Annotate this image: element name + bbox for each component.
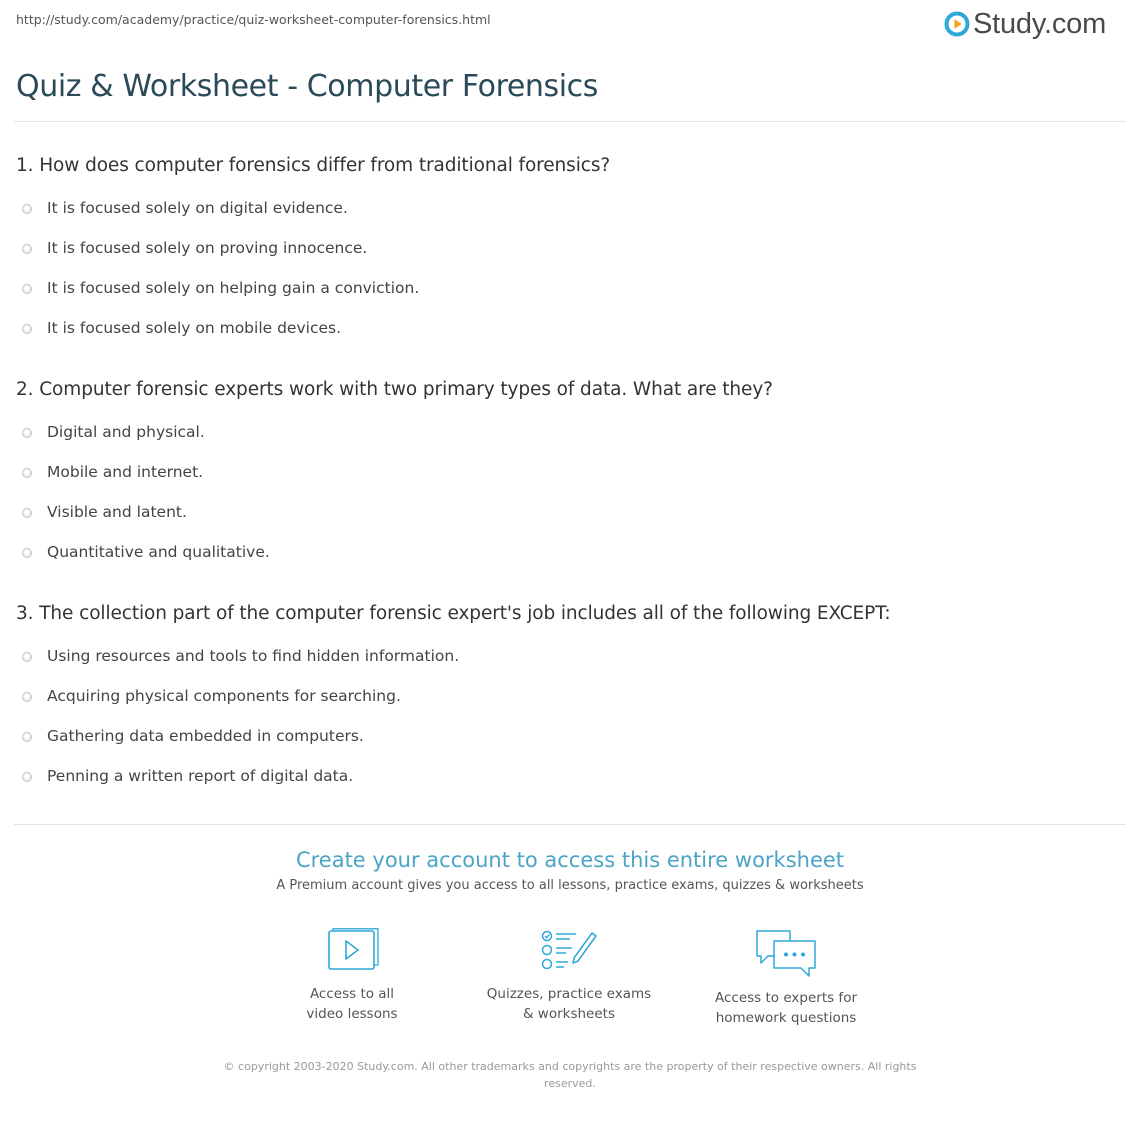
feature-label: Access to experts for homework questions (714, 990, 857, 1026)
answer-label: Mobile and internet. (47, 463, 204, 481)
answer-option[interactable] (22, 725, 364, 747)
answer-label: Quantitative and qualitative. (47, 543, 270, 561)
question-1: 1. How does computer forensics differ from traditional forensics? (16, 155, 611, 176)
answer-label: It is focused solely on mobile devices. (47, 319, 342, 337)
answer-label: Penning a written report of digital data. (47, 767, 354, 785)
chat-bubbles-icon (754, 928, 818, 978)
answer-label: It is focused solely on proving innocence. (47, 239, 368, 257)
answer-option[interactable] (22, 765, 353, 787)
answer-label: It is focused solely on helping gain a conviction. (47, 279, 420, 297)
radio-icon[interactable] (22, 324, 32, 334)
answer-option[interactable] (22, 317, 341, 339)
answer-option[interactable] (22, 501, 187, 523)
radio-icon[interactable] (22, 428, 32, 438)
radio-icon[interactable] (22, 652, 32, 662)
video-lesson-icon (325, 928, 379, 974)
answer-option[interactable] (22, 685, 401, 707)
page-title: Quiz & Worksheet - Computer Forensics (16, 69, 599, 104)
answer-label: It is focused solely on digital evidence. (47, 199, 348, 217)
feature-experts (686, 928, 886, 1028)
quiz-checklist-icon (540, 928, 598, 974)
question-2: 2. Computer forensic experts work with two primary types of data. What are they? (16, 379, 773, 400)
radio-icon[interactable] (22, 244, 32, 254)
radio-icon[interactable] (22, 772, 32, 782)
radio-icon[interactable] (22, 508, 32, 518)
cta-subtitle: A Premium account gives you access to all lessons, practice exams, quizzes & worksheets (276, 878, 864, 893)
radio-icon[interactable] (22, 468, 32, 478)
feature-label: Access to all video lessons (306, 986, 398, 1022)
radio-icon[interactable] (22, 548, 32, 558)
feature-quizzes (469, 928, 669, 1024)
feature-label: Quizzes, practice exams & worksheets (486, 986, 652, 1022)
radio-icon[interactable] (22, 692, 32, 702)
radio-icon[interactable] (22, 284, 32, 294)
answer-option[interactable] (22, 421, 205, 443)
study-logo[interactable] (944, 6, 1106, 42)
feature-video-lessons (252, 928, 452, 1024)
create-account-link[interactable]: Create your account to access this entire worksheet (295, 848, 845, 872)
answer-label: Digital and physical. (47, 423, 205, 441)
brand-name: Study.com (973, 7, 1107, 40)
answer-option[interactable] (22, 197, 348, 219)
question-3: 3. The collection part of the computer forensic expert's job includes all of the following EXCEPT: (16, 603, 891, 624)
section-divider (14, 824, 1126, 825)
answer-option[interactable] (22, 461, 203, 483)
answer-label: Gathering data embedded in computers. (47, 727, 364, 745)
answer-option[interactable] (22, 277, 419, 299)
answer-option[interactable] (22, 237, 367, 259)
radio-icon[interactable] (22, 732, 32, 742)
answer-option[interactable] (22, 645, 459, 667)
play-circle-icon (944, 11, 970, 37)
answer-label: Visible and latent. (47, 503, 187, 521)
answer-label: Acquiring physical components for searching. (47, 687, 401, 705)
answer-label: Using resources and tools to find hidden information. (47, 647, 460, 665)
title-divider (14, 121, 1126, 122)
page-url: http://study.com/academy/practice/quiz-worksheet-computer-forensics.html (16, 12, 491, 27)
answer-option[interactable] (22, 541, 270, 563)
radio-icon[interactable] (22, 204, 32, 214)
copyright-notice: © copyright 2003-2020 Study.com. All other trademarks and copyrights are the property of their respective owners. All rights reserved. (223, 1060, 917, 1090)
